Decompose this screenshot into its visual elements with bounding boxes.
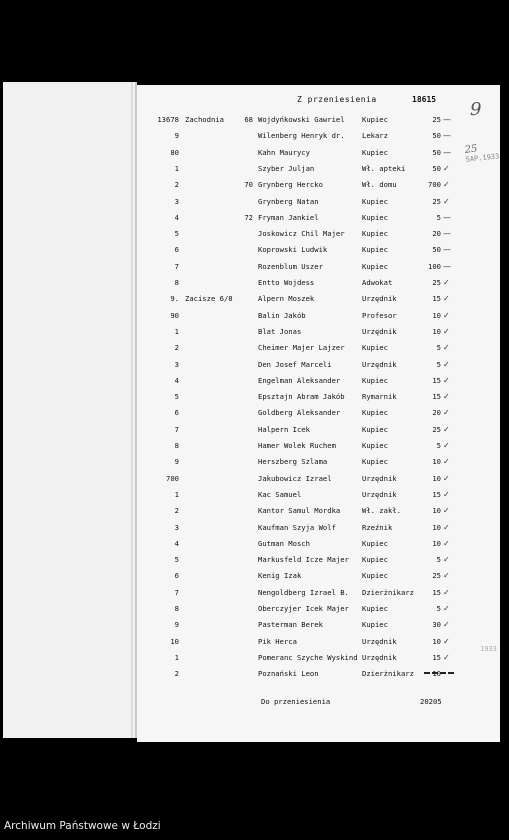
ledger-row bbox=[137, 340, 500, 356]
check-mark: ✓ bbox=[443, 473, 450, 483]
ledger-row bbox=[137, 112, 500, 128]
entry-number: 90 bbox=[170, 310, 179, 320]
person-name: Kenig Izak bbox=[258, 571, 302, 581]
amount: 10 bbox=[432, 457, 441, 467]
street: Zacisze 6/8 bbox=[185, 294, 233, 304]
amount: 10 bbox=[432, 326, 441, 336]
occupation: Urzędnik bbox=[362, 489, 397, 499]
person-name: Joskowicz Chil Majer bbox=[258, 229, 345, 239]
ledger-row bbox=[137, 226, 500, 242]
entry-number: 7 bbox=[174, 587, 179, 597]
ledger-row bbox=[137, 242, 500, 258]
entry-number: 9 bbox=[174, 131, 179, 141]
check-mark: ✓ bbox=[443, 343, 450, 353]
occupation: Wł. zakł. bbox=[362, 506, 401, 516]
amount: 5 bbox=[436, 212, 441, 222]
ledger-row bbox=[137, 422, 500, 438]
amount: 25 bbox=[432, 424, 441, 434]
person-name: Kantor Samul Mordka bbox=[258, 506, 341, 516]
amount: 15 bbox=[432, 489, 441, 499]
amount: 20 bbox=[432, 229, 441, 239]
check-mark: ✓ bbox=[443, 506, 450, 516]
person-name: Poznański Leon bbox=[258, 669, 319, 679]
entry-number: 4 bbox=[174, 375, 179, 385]
stamp-month-year: SAP.1933 bbox=[465, 152, 500, 164]
person-name: Wilenberg Henryk dr. bbox=[258, 131, 345, 141]
ledger-row bbox=[137, 324, 500, 340]
amount: 5 bbox=[436, 441, 441, 450]
entry-number: 4 bbox=[174, 212, 179, 222]
occupation: Dzierżnikarz bbox=[362, 669, 414, 679]
person-name: Kac Samuel bbox=[258, 489, 302, 499]
occupation: Kupiec bbox=[362, 229, 388, 239]
amount: 50 bbox=[432, 163, 441, 173]
check-mark: ✓ bbox=[443, 522, 450, 532]
entry-number: 8 bbox=[174, 441, 179, 450]
check-mark: ✓ bbox=[443, 359, 450, 369]
check-mark: ✓ bbox=[443, 180, 450, 190]
amount: 100 bbox=[428, 261, 441, 271]
person-name: Grynberg Hercko bbox=[258, 180, 323, 190]
person-name: Engelman Aleksander bbox=[258, 375, 341, 385]
ledger-row bbox=[137, 601, 500, 617]
entry-number: 3 bbox=[174, 359, 179, 369]
check-mark: — bbox=[443, 131, 451, 141]
amount: 20 bbox=[432, 408, 441, 418]
entry-number: 1 bbox=[174, 489, 179, 499]
person-name: Pasterman Berek bbox=[258, 620, 323, 630]
occupation: Lekarz bbox=[362, 131, 388, 141]
amount: 5 bbox=[436, 343, 441, 353]
entry-number: 700 bbox=[166, 473, 179, 483]
entry-number: 7 bbox=[174, 424, 179, 434]
entry-number: 5 bbox=[174, 392, 179, 402]
occupation: Profesor bbox=[362, 310, 397, 320]
ledger-row bbox=[137, 128, 500, 144]
ledger-row bbox=[137, 373, 500, 389]
street: Zachodnia bbox=[185, 115, 224, 124]
check-mark: ✓ bbox=[443, 294, 450, 304]
ledger-row bbox=[137, 389, 500, 405]
person-name: Den Josef Marceli bbox=[258, 359, 332, 369]
sum-divider bbox=[424, 672, 454, 674]
carry-over-label: Z przeniesienia bbox=[297, 95, 377, 104]
stamp-number: 25 bbox=[464, 143, 478, 156]
page-edge bbox=[131, 82, 133, 738]
entry-number: 8 bbox=[174, 278, 179, 287]
check-mark: ✓ bbox=[443, 620, 450, 630]
person-name: Kahn Maurycy bbox=[258, 147, 310, 157]
ledger-row bbox=[137, 259, 500, 275]
entry-number: 1 bbox=[174, 163, 179, 173]
entry-number: 9 bbox=[174, 620, 179, 630]
entry-number: 8 bbox=[174, 604, 179, 613]
person-name: Pomeranc Szyche Wyskind bbox=[258, 652, 358, 662]
person-name: Blat Jonas bbox=[258, 326, 302, 336]
check-mark: ✓ bbox=[443, 375, 450, 385]
person-name: Alpern Moszek bbox=[258, 294, 315, 304]
left-page bbox=[3, 82, 137, 738]
person-name: Epsztajn Abram Jakób bbox=[258, 392, 345, 402]
entry-number: 1 bbox=[174, 326, 179, 336]
occupation: Adwokat bbox=[362, 278, 393, 287]
check-mark: — bbox=[443, 245, 451, 255]
amount: 50 bbox=[432, 147, 441, 157]
carry-over-header bbox=[137, 95, 500, 107]
ledger-row bbox=[137, 520, 500, 536]
check-mark: ✓ bbox=[443, 310, 450, 320]
ledger-row bbox=[137, 552, 500, 568]
occupation: Rzeźnik bbox=[362, 522, 393, 532]
ledger-row bbox=[137, 308, 500, 324]
ledger-row bbox=[137, 438, 500, 454]
amount: 25 bbox=[432, 571, 441, 581]
entry-number: 2 bbox=[174, 343, 179, 353]
ledger-row bbox=[137, 291, 500, 307]
entry-number: 5 bbox=[174, 229, 179, 239]
entry-number: 1 bbox=[174, 652, 179, 662]
occupation: Kupiec bbox=[362, 457, 388, 467]
occupation: Kupiec bbox=[362, 571, 388, 581]
entry-number: 13678 bbox=[157, 115, 179, 124]
faint-stamp: 1933 bbox=[480, 645, 497, 653]
ledger-row bbox=[137, 568, 500, 584]
amount: 10 bbox=[432, 538, 441, 548]
entry-number: 9 bbox=[174, 457, 179, 467]
occupation: Kupiec bbox=[362, 538, 388, 548]
occupation: Kupiec bbox=[362, 245, 388, 255]
entry-number: 4 bbox=[174, 538, 179, 548]
person-name: Kaufman Szyja Wolf bbox=[258, 522, 336, 532]
person-name: Markusfeld Icze Majer bbox=[258, 555, 349, 565]
check-mark: ✓ bbox=[443, 392, 450, 402]
occupation: Kupiec bbox=[362, 441, 388, 450]
entry-number: 80 bbox=[170, 147, 179, 157]
occupation: Urzędnik bbox=[362, 473, 397, 483]
entry-number: 2 bbox=[174, 506, 179, 516]
amount: 50 bbox=[432, 131, 441, 141]
ledger-row bbox=[137, 194, 500, 210]
occupation: Kupiec bbox=[362, 212, 388, 222]
occupation: Urzędnik bbox=[362, 359, 397, 369]
ledger-row bbox=[137, 650, 500, 666]
amount: 15 bbox=[432, 294, 441, 304]
amount: 5 bbox=[436, 604, 441, 613]
check-mark: ✓ bbox=[443, 424, 450, 434]
person-name: Herszberg Szlama bbox=[258, 457, 328, 467]
occupation: Urzędnik bbox=[362, 636, 397, 646]
carry-over-total: 18615 bbox=[412, 95, 437, 104]
ledger-row bbox=[137, 210, 500, 226]
ledger-row bbox=[137, 536, 500, 552]
person-name: Cheimer Majer Lajzer bbox=[258, 343, 345, 353]
occupation: Kupiec bbox=[362, 343, 388, 353]
occupation: Kupiec bbox=[362, 196, 388, 206]
amount: 10 bbox=[432, 636, 441, 646]
ledger-row bbox=[137, 161, 500, 177]
ledger-row bbox=[137, 177, 500, 193]
check-mark: ✓ bbox=[443, 571, 450, 581]
occupation: Kupiec bbox=[362, 620, 388, 630]
amount: 30 bbox=[432, 620, 441, 630]
occupation: Urzędnik bbox=[362, 652, 397, 662]
amount: 5 bbox=[436, 555, 441, 565]
entry-number: 7 bbox=[174, 261, 179, 271]
person-name: Szyber Juljan bbox=[258, 163, 315, 173]
person-name: Entto Wojdess bbox=[258, 278, 315, 287]
person-name: Grynberg Natan bbox=[258, 196, 319, 206]
person-name: Hamer Wolek Ruchem bbox=[258, 441, 336, 450]
entry-number: 6 bbox=[174, 571, 179, 581]
amount: 25 bbox=[432, 196, 441, 206]
amount: 50 bbox=[432, 245, 441, 255]
occupation: Dzierżnikarz bbox=[362, 587, 414, 597]
entry-number: 2 bbox=[174, 180, 179, 190]
page-number: 9 bbox=[470, 99, 482, 120]
occupation: Kupiec bbox=[362, 424, 388, 434]
amount: 15 bbox=[432, 652, 441, 662]
occupation: Wł. apteki bbox=[362, 163, 406, 173]
check-mark: — bbox=[443, 261, 451, 271]
amount: 15 bbox=[432, 375, 441, 385]
ledger-row bbox=[137, 454, 500, 470]
person-name: Wojdyńkowski Gawriel bbox=[258, 115, 345, 124]
ledger-row bbox=[137, 617, 500, 633]
person-name: Jakubowicz Izrael bbox=[258, 473, 332, 483]
check-mark: ✓ bbox=[443, 457, 450, 467]
check-mark: ✓ bbox=[443, 196, 450, 206]
amount: 25 bbox=[432, 278, 441, 287]
entry-number: 9. bbox=[170, 294, 179, 304]
amount: 15 bbox=[432, 392, 441, 402]
occupation: Kupiec bbox=[362, 261, 388, 271]
entry-number: 2 bbox=[174, 669, 179, 679]
check-mark: ✓ bbox=[443, 163, 450, 173]
check-mark: ✓ bbox=[443, 489, 450, 499]
house-number: 70 bbox=[244, 180, 253, 190]
check-mark: ✓ bbox=[443, 326, 450, 336]
carry-forward-label: Do przeniesienia bbox=[261, 697, 331, 706]
person-name: Balin Jakób bbox=[258, 310, 306, 320]
check-mark: ✓ bbox=[443, 587, 450, 597]
occupation: Rymarnik bbox=[362, 392, 397, 402]
occupation: Kupiec bbox=[362, 604, 388, 613]
person-name: Pik Herca bbox=[258, 636, 297, 646]
archive-watermark: Archiwum Państwowe w Łodzi bbox=[4, 820, 161, 832]
house-number: 72 bbox=[244, 212, 253, 222]
ledger-row bbox=[137, 634, 500, 650]
amount: 10 bbox=[432, 506, 441, 516]
amount: 10 bbox=[432, 669, 441, 679]
ledger-row bbox=[137, 145, 500, 164]
amount: 10 bbox=[432, 522, 441, 532]
check-mark: ✓ bbox=[443, 408, 450, 418]
person-name: Halpern Icek bbox=[258, 424, 310, 434]
check-mark: ✓ bbox=[443, 604, 450, 613]
entry-number: 5 bbox=[174, 555, 179, 565]
check-mark: — bbox=[443, 115, 451, 124]
amount: 10 bbox=[432, 473, 441, 483]
occupation: Wł. domu bbox=[362, 180, 397, 190]
ledger-row bbox=[137, 503, 500, 519]
occupation: Kupiec bbox=[362, 408, 388, 418]
person-name: Fryman Jankiel bbox=[258, 212, 319, 222]
ledger-row bbox=[137, 585, 500, 601]
person-name: Oberczyjer Icek Majer bbox=[258, 604, 349, 613]
person-name: Koprowski Ludwik bbox=[258, 245, 328, 255]
amount: 25 bbox=[432, 115, 441, 124]
entry-number: 3 bbox=[174, 196, 179, 206]
check-mark: ✓ bbox=[443, 538, 450, 548]
ledger-row bbox=[137, 357, 500, 373]
person-name: Goldberg Aleksander bbox=[258, 408, 341, 418]
occupation: Kupiec bbox=[362, 115, 388, 124]
document-page bbox=[137, 85, 500, 742]
ledger-row bbox=[137, 487, 500, 503]
person-name: Gutman Mosch bbox=[258, 538, 310, 548]
entry-number: 3 bbox=[174, 522, 179, 532]
house-number: 68 bbox=[244, 115, 253, 124]
occupation: Urzędnik bbox=[362, 326, 397, 336]
check-mark: — bbox=[443, 229, 451, 239]
ledger-row bbox=[137, 405, 500, 421]
amount: 700 bbox=[428, 180, 441, 190]
occupation: Kupiec bbox=[362, 147, 388, 157]
occupation: Urzędnik bbox=[362, 294, 397, 304]
check-mark: ✓ bbox=[443, 278, 450, 287]
check-mark: ✓ bbox=[443, 441, 450, 450]
check-mark: ✓ bbox=[443, 555, 450, 565]
occupation: Kupiec bbox=[362, 555, 388, 565]
amount: 5 bbox=[436, 359, 441, 369]
entry-number: 6 bbox=[174, 245, 179, 255]
check-mark: ✓ bbox=[443, 652, 450, 662]
person-name: Rozenblum Uszer bbox=[258, 261, 323, 271]
amount: 10 bbox=[432, 310, 441, 320]
ledger-row bbox=[137, 275, 500, 291]
carry-forward-total: 20205 bbox=[420, 697, 442, 706]
check-mark: — bbox=[443, 212, 451, 222]
amount: 15 bbox=[432, 587, 441, 597]
entry-number: 6 bbox=[174, 408, 179, 418]
entry-number: 10 bbox=[170, 636, 179, 646]
occupation: Kupiec bbox=[362, 375, 388, 385]
check-mark: — bbox=[443, 147, 451, 157]
ledger-row bbox=[137, 471, 500, 487]
person-name: Nengoldberg Izrael B. bbox=[258, 587, 349, 597]
ledger-row bbox=[137, 666, 500, 682]
check-mark: ✓ bbox=[443, 636, 450, 646]
